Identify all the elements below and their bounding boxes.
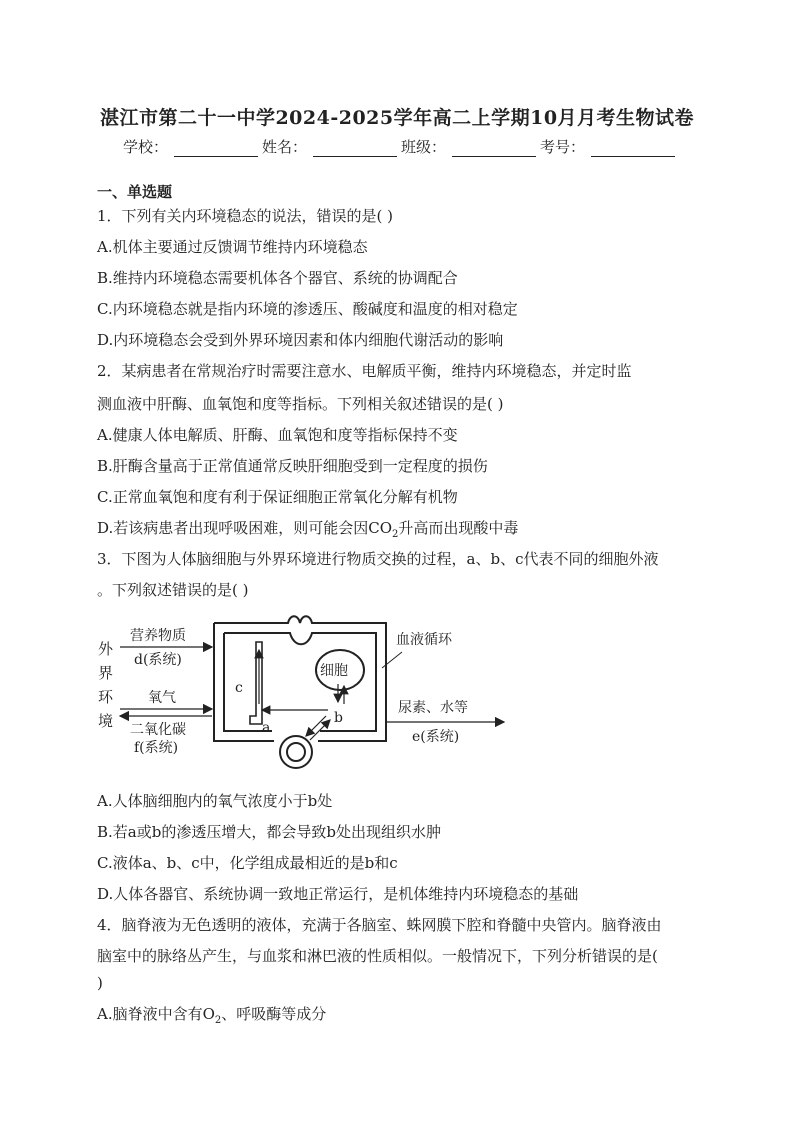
urea-label: 尿素、水等 [398,700,468,716]
exam-title: 湛江市第二十一中学2024-2025学年高二上学期10月月考生物试卷 [99,107,695,129]
external-env-char-2: 界 [98,664,114,682]
q3-option-d: D.人体各器官、系统协调一致地正常运行，是机体维持内环境稳态的基础 [97,885,579,903]
q1-stem: 1．下列有关内环境稳态的说法，错误的是( ) [97,207,394,225]
nutrients-label: 营养物质 [130,628,186,644]
external-env-char-4: 境 [98,712,114,730]
q1-option-d: D.内环境稳态会受到外界环境因素和体内细胞代谢活动的影响 [97,331,504,349]
q2-option-a: A.健康人体电解质、肝酶、血氧饱和度等指标保持不变 [97,426,458,444]
q1-option-a: A.机体主要通过反馈调节维持内环境稳态 [97,238,368,256]
exam-number-blank[interactable] [591,140,675,157]
q1-option-b: B.维持内环境稳态需要机体各个器官、系统的协调配合 [97,269,458,287]
name-label: 姓名： [262,138,308,156]
q2-stem-line1: 2．某病患者在常规治疗时需要注意水、电解质平衡，维持内环境稳态，并定时监 [97,362,632,380]
name-blank[interactable] [313,140,397,157]
q4-stem-line2: 脑室中的脉络丛产生，与血浆和淋巴液的性质相似。一般情况下，下列分析错误的是( [97,947,658,965]
school-label: 学校： [123,138,169,156]
cell-label: 细胞 [320,663,348,679]
e-system-label: e(系统) [412,729,460,745]
school-blank[interactable] [174,140,258,157]
class-blank[interactable] [452,140,536,157]
capillary-inner [287,743,305,761]
q3-option-b: B.若a或b的渗透压增大，都会导致b处出现组织水肿 [97,823,441,841]
q3-option-a: A.人体脑细胞内的氧气浓度小于b处 [97,792,333,810]
student-info-row [123,136,679,157]
section-heading: 一、单选题 [97,183,173,201]
class-label: 班级： [401,138,447,156]
material-exchange-diagram [90,612,510,772]
q2-stem-line2: 测血液中肝酶、血氧饱和度等指标。下列相关叙述错误的是( ) [97,395,504,413]
q4-stem-line1: 4．脑脊液为无色透明的液体，充满于各脑室、蛛网膜下腔和脊髓中央管内。脑脊液由 [97,916,662,934]
co2-label: 二氧化碳 [130,722,186,738]
q2-option-d: D.若该病患者出现呼吸困难，则可能会因$CO_2$升高而出现酸中毒 [97,519,519,540]
lymph-vessel [250,642,262,724]
q2-option-b: B.肝酶含量高于正常值通常反映肝细胞受到一定程度的损伤 [97,457,488,475]
q1-option-c: C.内环境稳态就是指内环境的渗透压、酸碱度和温度的相对稳定 [97,300,518,318]
exam-number-label: 考号： [540,138,586,156]
q3-stem-line1: 3．下图为人体脑细胞与外界环境进行物质交换的过程，a、b、c代表不同的细胞外液 [97,550,659,568]
q3-stem-line2: 。下列叙述错误的是( ) [97,581,249,599]
q4-option-a: A.脑脊液中含有$O_2$、呼吸酶等成分 [97,1005,327,1026]
blood-circulation-label: 血液循环 [396,632,452,648]
label-a: a [262,720,271,736]
external-env-char-3: 环 [98,688,114,706]
f-system-label: f(系统) [134,740,179,756]
q4-stem-line3: ) [97,974,103,992]
label-b: b [334,710,343,726]
external-env-char-1: 外 [98,640,114,658]
label-c: c [235,680,243,696]
q3-option-c: C.液体a、b、c中，化学组成最相近的是b和c [97,854,398,872]
d-system-label: d(系统) [134,652,182,668]
q2-option-c: C.正常血氧饱和度有利于保证细胞正常氧化分解有机物 [97,488,458,506]
oxygen-label: 氧气 [148,690,176,706]
